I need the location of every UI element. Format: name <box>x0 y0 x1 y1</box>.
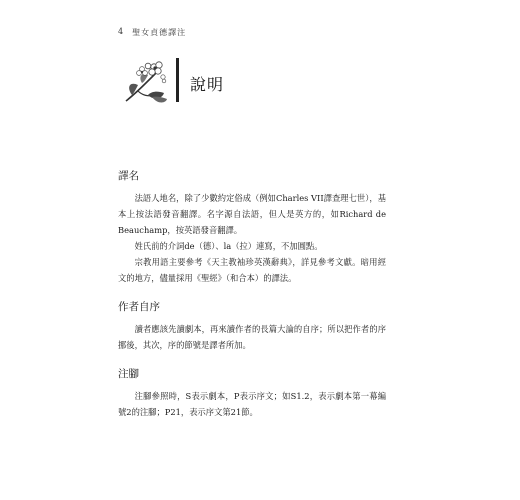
section-author-preface <box>118 299 386 353</box>
flower-sprig-icon <box>118 55 170 107</box>
title-rule <box>176 58 179 102</box>
section-heading: 譯名 <box>118 170 139 182</box>
page-number: 4 <box>118 27 125 36</box>
section-heading: 注腳 <box>118 368 139 380</box>
chapter-title: 說明 <box>190 75 225 94</box>
section-footnotes <box>118 366 386 420</box>
section-heading: 作者自序 <box>118 301 160 313</box>
paragraph: 讀者應該先讀劇本，再來讀作者的長篇大論的自序；所以把作者的序挪後，其次，序的節號是譯者所加。 <box>118 324 386 350</box>
running-header <box>118 27 186 38</box>
paragraph: 宗教用語主要參考《天主教袖珍英漢辭典》，詳見參考文獻。暗用經文的地方，儘量採用《聖經》（和合本）的譯法。 <box>118 257 386 283</box>
section-translated-names <box>118 168 386 286</box>
explanation-content <box>118 168 386 433</box>
paragraph: 法語人地名，除了少數約定俗成（例如Charles VII譯查理七世），基本上按法語發音翻譯。名字源自法語，但人是英方的，如Richard de Beauchamp，按英語發音翻譯。 <box>118 193 386 235</box>
paragraph: 姓氏前的介詞de（德）、la（拉）連寫，不加圓點。 <box>134 241 323 251</box>
book-title: 聖女貞德譯注 <box>132 28 187 37</box>
paragraph: 注腳參照時，S表示劇本，P表示序文；如S1.2，表示劇本第一幕編號2的注腳；P21，表示序文第21節。 <box>118 391 386 417</box>
